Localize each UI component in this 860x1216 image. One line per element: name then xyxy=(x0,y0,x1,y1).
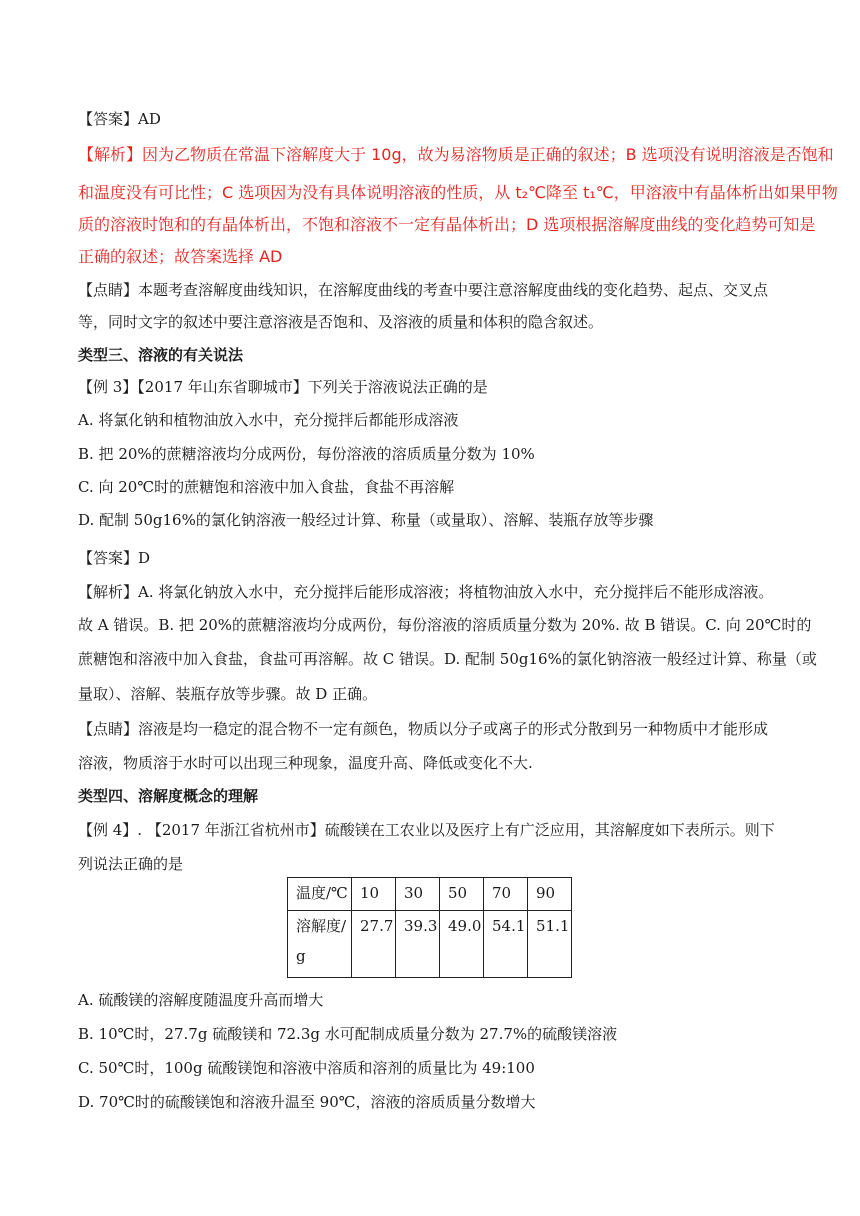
example-4-option-b: B. 10℃时，27.7g 硫酸镁和 72.3g 水可配制成质量分数为 27.7%的硫酸镁溶液 xyxy=(78,1025,618,1043)
note-1-line-1: 【点睛】本题考查溶解度曲线知识，在溶解度曲线的考查中要注意溶解度曲线的变化趋势、起点、交叉点 xyxy=(78,281,769,299)
example-3-option-b: B. 把 20%的蔗糖溶液均分成两份，每份溶液的溶质质量分数为 10% xyxy=(78,445,535,463)
solubility-table xyxy=(287,877,572,978)
answer-1: 【答案】AD xyxy=(78,110,161,128)
analysis-1-line-1: 【解析】因为乙物质在常温下溶解度大于 10g，故为易溶物质是正确的叙述；B 选项没有说明溶液是否饱和 xyxy=(78,145,834,164)
example-3-title: 【例 3】【2017 年山东省聊城市】下列关于溶液说法正确的是 xyxy=(78,378,488,396)
analysis-3-line-1: 【解析】A. 将氯化钠放入水中，充分搅拌后能形成溶液；将植物油放入水中，充分搅拌后不能形成溶液。 xyxy=(78,583,774,601)
analysis-3-line-4: 量取）、溶解、装瓶存放等步骤。故 D 正确。 xyxy=(78,685,378,703)
analysis-1-line-4: 正确的叙述；故答案选择 AD xyxy=(78,247,283,266)
table-cell: 溶解度/g xyxy=(288,911,352,978)
analysis-3-line-3: 蔗糖饱和溶液中加入食盐，食盐可再溶解。故 C 错误。D. 配制 50g16%的氯化钠溶液一般经过计算、称量（或 xyxy=(78,650,817,668)
table-header-cell: 50 xyxy=(440,878,484,911)
example-4-option-c: C. 50℃时，100g 硫酸镁饱和溶液中溶质和溶剂的质量比为 49:100 xyxy=(78,1059,535,1077)
analysis-3-line-2: 故 A 错误。B. 把 20%的蔗糖溶液均分成两份，每份溶液的溶质质量分数为 20%. 故 B 错误。C. 向 20℃时的 xyxy=(78,616,812,634)
example-3-option-a: A. 将氯化钠和植物油放入水中，充分搅拌后都能形成溶液 xyxy=(78,411,459,429)
table-header-cell: 30 xyxy=(396,878,440,911)
note-1-line-2: 等，同时文字的叙述中要注意溶液是否饱和、及溶液的质量和体积的隐含叙述。 xyxy=(78,313,604,331)
table-header-cell: 10 xyxy=(352,878,396,911)
example-3-option-c: C. 向 20℃时的蔗糖饱和溶液中加入食盐，食盐不再溶解 xyxy=(78,478,455,496)
analysis-1-line-3: 质的溶液时饱和的有晶体析出，不饱和溶液不一定有晶体析出；D 选项根据溶解度曲线的变化趋势可知是 xyxy=(78,215,816,234)
example-3-option-d: D. 配制 50g16%的氯化钠溶液一般经过计算、称量（或量取）、溶解、装瓶存放等步骤 xyxy=(78,511,654,529)
table-cell: 27.7 xyxy=(352,911,396,978)
example-4-option-a: A. 硫酸镁的溶解度随温度升高而增大 xyxy=(78,991,324,1009)
table-header-cell: 90 xyxy=(528,878,572,911)
table-cell: 39.3 xyxy=(396,911,440,978)
example-4-title-line-1: 【例 4】. 【2017 年浙江省杭州市】硫酸镁在工农业以及医疗上有广泛应用，其溶解度如下表所示。则下 xyxy=(78,821,775,839)
note-3-line-2: 溶液，物质溶于水时可以出现三种现象，温度升高、降低或变化不大. xyxy=(78,754,533,772)
section-heading-3: 类型三、溶液的有关说法 xyxy=(78,346,244,364)
example-4-option-d: D. 70℃时的硫酸镁饱和溶液升温至 90℃，溶液的溶质质量分数增大 xyxy=(78,1093,536,1111)
note-3-line-1: 【点睛】溶液是均一稳定的混合物不一定有颜色，物质以分子或离子的形式分散到另一种物质中才能形成 xyxy=(78,720,769,738)
section-heading-4: 类型四、溶解度概念的理解 xyxy=(78,787,259,805)
table-header-cell: 70 xyxy=(484,878,528,911)
answer-3: 【答案】D xyxy=(78,549,151,567)
table-cell: 54.1 xyxy=(484,911,528,978)
example-4-title-line-2: 列说法正确的是 xyxy=(78,855,184,873)
table-cell: 51.1 xyxy=(528,911,572,978)
table-row xyxy=(288,878,572,911)
table-cell: 49.0 xyxy=(440,911,484,978)
table-header-cell: 温度/℃ xyxy=(288,878,352,911)
analysis-1-line-2: 和温度没有可比性；C 选项因为没有具体说明溶液的性质，从 t₂℃降至 t₁℃，甲溶液中有晶体析出如果甲物 xyxy=(78,183,838,202)
table-row xyxy=(288,911,572,978)
